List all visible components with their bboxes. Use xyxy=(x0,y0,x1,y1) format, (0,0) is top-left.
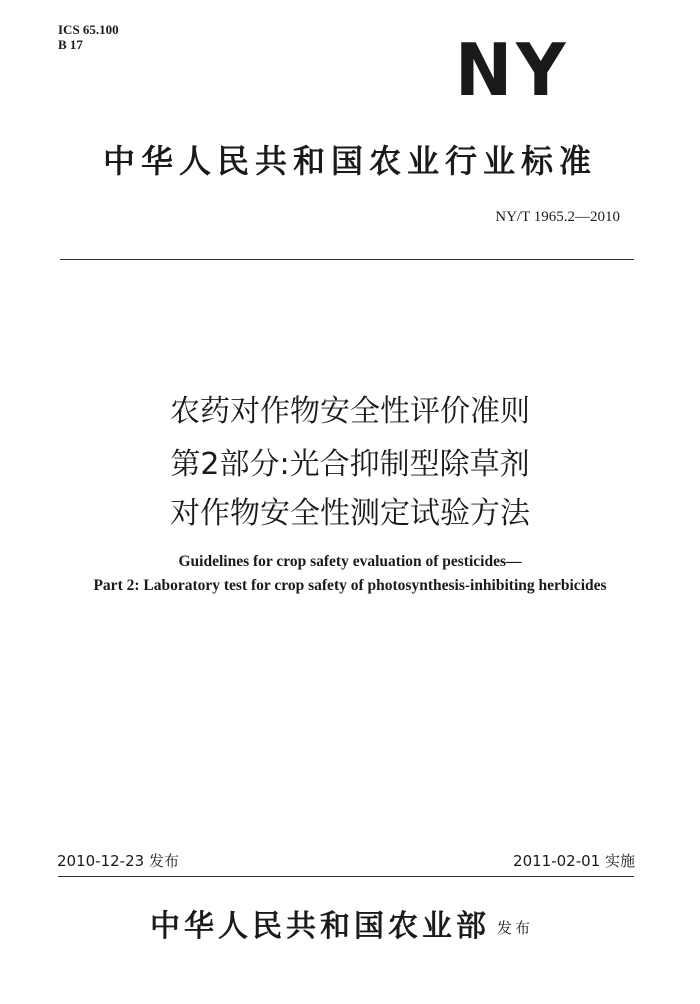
title-en-line-1: Guidelines for crop safety evaluation of pesticides— xyxy=(178,553,522,570)
classification-codes xyxy=(58,22,119,52)
ny-logo: NY xyxy=(455,28,570,112)
bottom-divider xyxy=(58,876,634,877)
implement-date: 2011-02-01 实施 xyxy=(513,852,635,870)
standard-organization-title: 中华人民共和国农业行业标准 xyxy=(102,142,597,180)
standard-number: NY/T 1965.2—2010 xyxy=(495,209,620,225)
ccs-code: B 17 xyxy=(58,37,83,52)
ics-code: ICS 65.100 xyxy=(58,22,119,37)
title-zh-line-1: 农药对作物安全性评价准则 xyxy=(170,394,530,429)
issue-label: 发布 xyxy=(497,919,534,937)
title-zh-line-3: 对作物安全性测定试验方法 xyxy=(170,496,530,531)
publish-date: 2010-12-23 发布 xyxy=(57,852,179,870)
issuing-ministry: 中华人民共和国农业部 xyxy=(150,909,490,944)
top-divider xyxy=(60,259,634,260)
title-en-line-2: Part 2: Laboratory test for crop safety of photosynthesis-inhibiting herbicides xyxy=(93,577,607,594)
title-zh-line-2: 第2部分:光合抑制型除草剂 xyxy=(170,447,530,482)
